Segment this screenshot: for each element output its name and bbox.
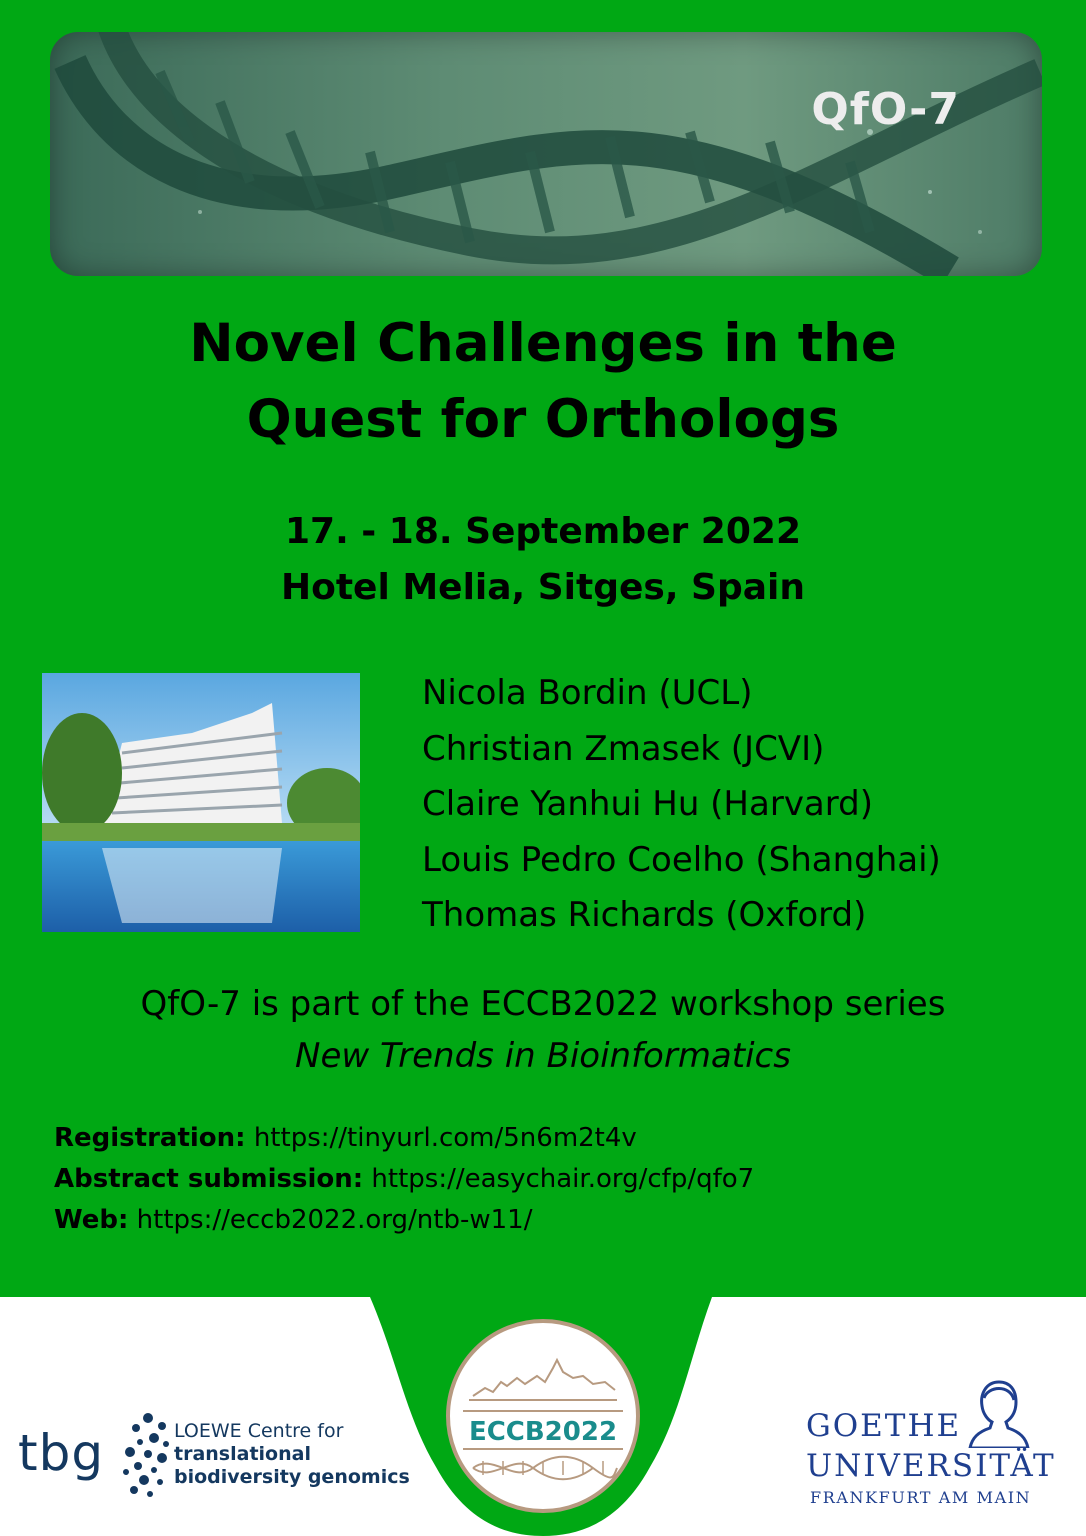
- tbg-dna-dots-icon: [118, 1412, 178, 1500]
- speaker-item: Claire Yanhui Hu (Harvard): [422, 784, 873, 824]
- series-line-2: New Trends in Bioinformatics: [295, 1036, 791, 1076]
- speaker-item: Louis Pedro Coelho (Shanghai): [422, 839, 941, 880]
- links-block: [54, 1118, 754, 1241]
- speaker-item: Thomas Richards (Oxford): [422, 895, 867, 935]
- goethe-line-2: UNIVERSITÄT: [806, 1448, 1056, 1484]
- registration-row: [54, 1118, 754, 1159]
- tbg-logo: [18, 1410, 438, 1502]
- web-label: Web:: [54, 1205, 129, 1235]
- speaker-item: Nicola Bordin (UCL): [422, 673, 753, 713]
- goethe-portrait-icon: [964, 1378, 1034, 1448]
- eccb-label: ECCB2022: [468, 1417, 618, 1447]
- banner-tag: QfO-7: [811, 84, 960, 135]
- registration-label: Registration:: [54, 1123, 246, 1153]
- title-line-1: Novel Challenges in the: [189, 313, 897, 374]
- title-line-2: Quest for Orthologs: [246, 389, 840, 450]
- tbg-line-1: LOEWE Centre for: [174, 1420, 344, 1442]
- event-venue: Hotel Melia, Sitges, Spain: [280, 567, 806, 608]
- eccb-logo: [445, 1318, 641, 1514]
- event-dates: 17. - 18. September 2022: [284, 511, 801, 552]
- banner-image: [50, 32, 1042, 276]
- dna-helix-icon: [50, 32, 1042, 276]
- abstract-link[interactable]: https://easychair.org/cfp/qfo7: [371, 1164, 755, 1194]
- registration-link[interactable]: https://tinyurl.com/5n6m2t4v: [253, 1123, 637, 1153]
- series-line-1: QfO-7 is part of the ECCB2022 workshop series: [140, 984, 946, 1024]
- goethe-line-1: GOETHE: [806, 1408, 962, 1444]
- hotel-image: [42, 673, 360, 932]
- speaker-item: Christian Zmasek (JCVI): [422, 728, 825, 769]
- abstract-row: [54, 1159, 754, 1200]
- hotel-photo: [42, 673, 360, 932]
- abstract-label: Abstract submission:: [54, 1164, 364, 1194]
- tbg-wordmark: tbg: [18, 1424, 105, 1482]
- goethe-logo: [806, 1378, 1056, 1508]
- eccb-badge-icon: [445, 1318, 641, 1514]
- web-link[interactable]: https://eccb2022.org/ntb-w11/: [136, 1205, 533, 1235]
- page-title: [0, 306, 1086, 458]
- goethe-line-3: FRANKFURT AM MAIN: [810, 1488, 1032, 1507]
- tbg-line-2: translational: [174, 1443, 311, 1465]
- speaker-list: [422, 666, 941, 944]
- web-row: [54, 1200, 754, 1241]
- workshop-series: [0, 978, 1086, 1082]
- tbg-text: [174, 1420, 410, 1489]
- tbg-line-3: biodiversity genomics: [174, 1466, 410, 1488]
- event-info: [0, 504, 1086, 616]
